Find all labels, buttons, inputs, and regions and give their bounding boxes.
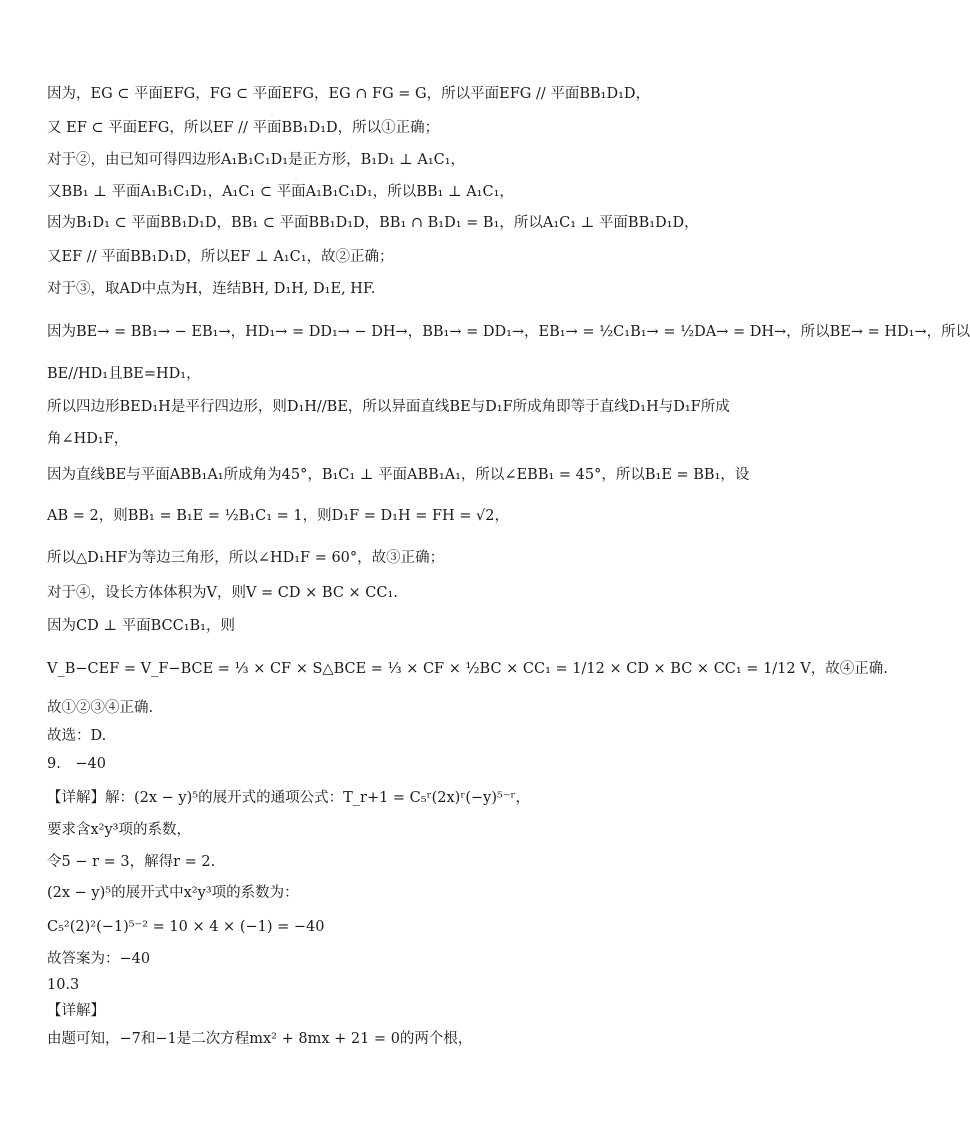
text-line: 由题可知，−7和−1是二次方程mx² + 8mx + 21 = 0的两个根，	[47, 1031, 473, 1047]
text-line: 因为B₁D₁ ⊂ 平面BB₁D₁D，BB₁ ⊂ 平面BB₁D₁D，BB₁ ∩ B₁D₁ = B₁，所以A₁C₁ ⊥ 平面BB₁D₁D，	[47, 215, 699, 231]
text-line: 令5 − r = 3，解得r = 2.	[47, 854, 216, 870]
text-line: 角∠HD₁F，	[47, 431, 129, 447]
text-line: 因为，EG ⊂ 平面EFG，FG ⊂ 平面EFG，EG ∩ FG = G，所以平面EFG // 平面BB₁D₁D，	[47, 86, 651, 102]
text-line: 因为BE→ = BB₁→ − EB₁→，HD₁→ = DD₁→ − DH→，BB₁→ = DD₁→，EB₁→ = ½C₁B₁→ = ½DA→ = DH→，所以BE→ = HD₁→，所以	[47, 324, 970, 340]
text-line: 又 EF ⊂ 平面EFG，所以EF // 平面BB₁D₁D，所以①正确；	[47, 120, 440, 136]
text-line: 故①②③④正确.	[47, 700, 154, 716]
text-line: 要求含x²y³项的系数，	[47, 822, 191, 838]
text-line: 9. −40	[47, 756, 106, 772]
text-line: 又EF // 平面BB₁D₁D，所以EF ⊥ A₁C₁，故②正确；	[47, 249, 394, 265]
text-line: 因为直线BE与平面ABB₁A₁所成角为45°，B₁C₁ ⊥ 平面ABB₁A₁，所以∠EBB₁ = 45°，所以B₁E = BB₁，设	[47, 467, 750, 483]
text-line: 故答案为：−40	[47, 951, 151, 967]
text-line: 【详解】	[47, 1003, 105, 1019]
text-line: BE//HD₁且BE=HD₁，	[47, 366, 201, 382]
text-line: AB = 2，则BB₁ = B₁E = ½B₁C₁ = 1，则D₁F = D₁H = FH = √2，	[47, 508, 510, 524]
text-line: 又BB₁ ⊥ 平面A₁B₁C₁D₁，A₁C₁ ⊂ 平面A₁B₁C₁D₁，所以BB₁ ⊥ A₁C₁，	[47, 184, 514, 200]
text-line: 所以四边形BED₁H是平行四边形，则D₁H//BE，所以异面直线BE与D₁F所成角即等于直线D₁H与D₁F所成	[47, 399, 730, 415]
text-line: 所以△D₁HF为等边三角形，所以∠HD₁F = 60°，故③正确；	[47, 550, 445, 566]
text-line: 对于③，取AD中点为H，连结BH, D₁H, D₁E, HF.	[47, 281, 376, 297]
text-line: C₅²(2)²(−1)⁵⁻² = 10 × 4 × (−1) = −40	[47, 919, 325, 935]
text-line: 因为CD ⊥ 平面BCC₁B₁，则	[47, 618, 235, 634]
text-line: 【详解】解：(2x − y)⁵的展开式的通项公式：T_r+1 = C₅ʳ(2x)ʳ(−y)⁵⁻ʳ，	[47, 790, 531, 806]
text-line: 10.3	[47, 977, 80, 993]
text-line: (2x − y)⁵的展开式中x²y³项的系数为：	[47, 885, 299, 901]
text-line: V_B−CEF = V_F−BCE = ⅓ × CF × S△BCE = ⅓ × CF × ½BC × CC₁ = 1/12 × CD × BC × CC₁ = 1/12 V，故④正确.	[47, 661, 888, 677]
text-line: 对于④，设长方体体积为V，则V = CD × BC × CC₁.	[47, 585, 398, 601]
text-line: 故选：D.	[47, 728, 107, 744]
text-line: 对于②，由已知可得四边形A₁B₁C₁D₁是正方形，B₁D₁ ⊥ A₁C₁，	[47, 152, 466, 168]
